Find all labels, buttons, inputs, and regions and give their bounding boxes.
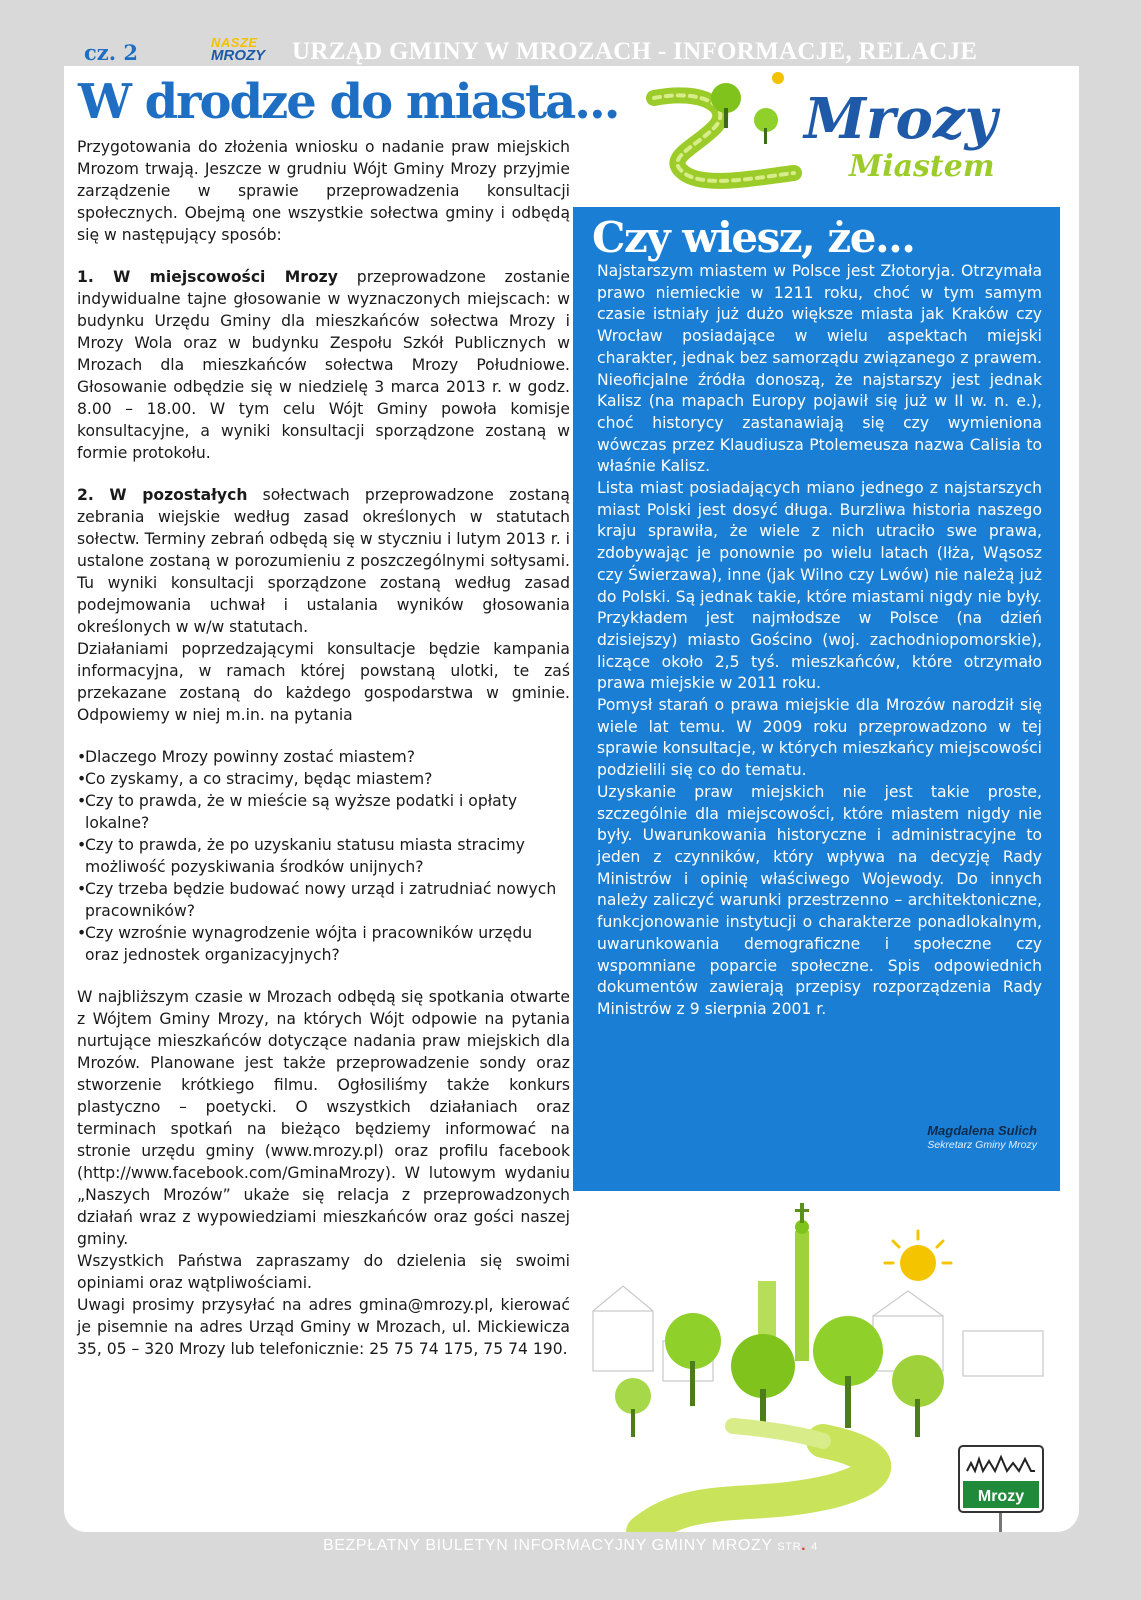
question-text: Co zyskamy, a co stracimy, będąc miastem? [85, 770, 433, 788]
box-paragraph: Uzyskanie praw miejskich nie jest takie proste, szczególnie dla miejscowości, które miastem nigdy nie były. Uwarunkowania historyczne i administracyjne to jeden z czynników, który wpływa na decyzję Rady Ministrów i opinię właściwego Wojewody. Do innych należy zaliczyć warunki przestrzenno – architektoniczne, funkcjonowanie instytucji o charakterze ponadlokalnym, uwarunkowania demograficzne i społeczne czy wspomniane poparcie społeczne. Spis odpowiednich dokumentów zawierają przepisy rozporządzenia Rady Ministrów z 9 sierpnia 2001 r. [597, 782, 1042, 1018]
town-sign-text: Mrozy [977, 1488, 1025, 1505]
question-text: Czy trzeba będzie budować nowy urząd i zatrudniać nowych pracowników? [85, 880, 557, 920]
article-body [77, 136, 570, 1360]
part-label: cz. 2 [84, 40, 138, 65]
bullet: • [77, 880, 87, 898]
box-paragraph: Pomysł starań o prawa miejskie dla Mrozów narodził się wiele lat temu. W 2009 roku przeprowadzono w tej sprawie konsultacje, w których mieszkańcy miejscowości podzielili się co do tematu. [597, 696, 1042, 780]
footer-str-label: STR [777, 1541, 802, 1553]
box-paragraph: Lista miast posiadających miano jednego z najstarszych miast Polski jest dosyć długa. Burzliwa historia naszego kraju sprawiła, że wiele z nich utraciło swe prawa, zdobywając je ponownie po wielu latach (Iłża, Wąsosz czy Świerzawa), inne (jak Wilno czy Lwów) nie należą już do Polski. Są jednak takie, które miastami nigdy nie były. Przykładem jest najmłodsze w Polsce (na dzień dzisiejszy) miasto Gościno (woj. zachodniopomorskie), liczące około 2,5 tyś. mieszkańców, które otrzymało prawa miejskie w 2011 roku. [597, 479, 1042, 693]
list-item [77, 746, 570, 768]
question-text: Czy to prawda, że po uzyskaniu statusu miasta stracimy możliwość pozyskiwania środków unijnych? [85, 836, 525, 876]
list-item [77, 834, 570, 878]
did-you-know-box [573, 207, 1060, 1191]
article-title: W drodze do miasta... [78, 74, 619, 130]
page-number: 4 [811, 1541, 818, 1553]
bullet: • [77, 770, 87, 788]
article-paragraph: Uwagi prosimy przysyłać na adres gmina@mrozy.pl, kierować je pisemnie na adres Urząd Gminy w Mrozach, ul. Mickiewicza 35, 05 – 320 Mrozy lub telefonicznie: 25 75 74 175, 75 74 190. [77, 1296, 570, 1358]
sun-icon [772, 72, 784, 84]
nasze-mrozy-logo [211, 36, 279, 66]
list-item [77, 790, 570, 834]
box-title: Czy wiesz, że... [592, 213, 915, 262]
page-header [0, 0, 1141, 70]
lead-bold: 2. W pozostałych [77, 486, 248, 504]
article-paragraph [77, 266, 570, 464]
lead-bold: 1. W miejscowości Mrozy [77, 268, 338, 286]
question-list [77, 746, 570, 966]
logo-line-2: MROZY [211, 47, 266, 64]
bullet: • [77, 836, 87, 854]
footer-dot: . [801, 1537, 807, 1554]
bullet: • [77, 924, 87, 942]
box-body [597, 261, 1042, 1021]
question-text: Czy to prawda, że w mieście są wyższe podatki i opłaty lokalne? [85, 792, 518, 832]
page-sheet [64, 66, 1079, 1532]
author-name: Magdalena Sulich [927, 1123, 1037, 1138]
article-paragraph [77, 484, 570, 638]
author-role: Sekretarz Gminy Mrozy [927, 1139, 1037, 1151]
logo-line-1: NASZE [211, 35, 258, 50]
header-title: URZĄD GMINY W MROZACH - INFORMACJE, RELACJE [292, 38, 978, 65]
list-item [77, 768, 570, 790]
emblem-word-1: Mrozy [804, 86, 998, 152]
paragraph-text: sołectwach przeprowadzone zostaną zebrania wiejskie według zasad określonych w statutach sołectw. Terminy zebrań odbędą się w styczniu i lutym 2013 r. i ustalone zostaną w porozumieniu z poszczególnymi sołtysami. Tu wyniki konsultacji sporządzone zostaną według zasad podejmowania uchwał i ustalania wyników głosowania określonych w w/w statutach. [77, 486, 570, 636]
bullet: • [77, 748, 87, 766]
article-paragraph: Wszystkich Państwa zapraszamy do dzielenia się swoimi opiniami oraz wątpliwościami. [77, 1252, 570, 1292]
box-paragraph: Najstarszym miastem w Polsce jest Złotoryja. Otrzymała prawo niemieckie w 1211 roku, choć w tym samym czasie istniały już dużo większe miasta jak Kraków czy Wrocław posiadające w wielu aspektach miejski charakter, jednak bez samorządu związanego z prawem. Nieoficjalne źródła donoszą, że najstarszy jest jednak Kalisz (na mapach Europy pojawił się już w II w. n. e.), choć historycy zastanawiają się czy wymieniona wówczas przez Klaudiusza Ptolemeusza nazwa Calisia to właśnie Kalisz. [597, 262, 1042, 476]
church-tower-icon [795, 1203, 809, 1361]
author-signature [927, 1123, 1037, 1151]
article-paragraph: Działaniami poprzedzającymi konsultacje będzie kampania informacyjna, w ramach której powstaną ulotki, te zaś przekazane zostaną do każdego gospodarstwa w gminie. Odpowiemy w niej m.in. na pytania [77, 640, 570, 724]
question-text: Dlaczego Mrozy powinny zostać miastem? [85, 748, 415, 766]
paragraph-text: przeprowadzone zostanie indywidualne tajne głosowanie w wyznaczonych miejscach: w budynku Urzędu Gminy dla mieszkańców sołectwa Mrozy i Mrozy Wola oraz w budynku Zespołu Szkół Publicznych w Mrozach dla mieszkańców sołectwa Mrozy Południowe. Głosowanie odbędzie się w niedzielę 3 marca 2013 r. w godz. 8.00 – 18.00. W tym celu Wójt Gminy powoła komisje konsultacyjne, a wyniki konsultacji sporządzone zostaną w formie protokołu. [77, 268, 571, 462]
bullet: • [77, 792, 87, 810]
list-item [77, 922, 570, 966]
question-text: Czy wzrośnie wynagrodzenie wójta i pracowników urzędu oraz jednostek organizacyjnych? [85, 924, 533, 964]
article-paragraph: Przygotowania do złożenia wniosku o nadanie praw miejskich Mrozom trwają. Jeszcze w grudniu Wójt Gminy Mrozy przyjmie zarządzenie w sprawie przeprowadzenia konsultacji społecznych. Obejmą one wszystkie sołectwa gminy i odbędą się w następujący sposób: [77, 138, 570, 244]
list-item [77, 878, 570, 922]
emblem-word-2: Miastem [849, 149, 995, 184]
mrozy-miastem-emblem [644, 68, 1064, 208]
footer-text: BEZPŁATNY BIULETYN INFORMACYJNY GMINY MROZY [323, 1537, 773, 1554]
page-footer [0, 1537, 1141, 1555]
town-illustration [573, 1191, 1060, 1532]
article-paragraph: W najbliższym czasie w Mrozach odbędą się spotkania otwarte z Wójtem Gminy Mrozy, na których Wójt odpowie na pytania nurtujące mieszkańców dotyczące nadania praw miejskich dla Mrozów. Planowane jest także przeprowadzenie sondy oraz stworzenie krótkiego filmu. Ogłosiliśmy także konkurs plastyczno – poetycki. O wszystkich działaniach oraz terminach spotkań na bieżąco będziemy informować na stronie urzędu gminy (www.mrozy.pl) oraz profilu facebook (http://www.facebook.com/GminaMrozy). W lutowym wydaniu „Naszych Mrozów” ukaże się relacja z przeprowadzonych działań wraz z wypowiedziami mieszkańców oraz gości naszej gminy. [77, 988, 570, 1248]
